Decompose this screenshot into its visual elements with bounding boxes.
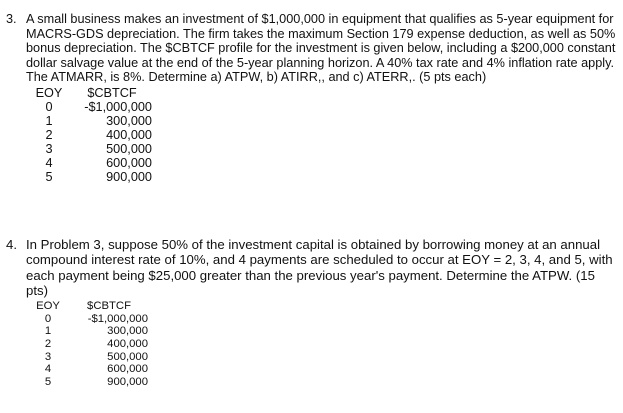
- cbtcf-cell: 300,000: [107, 325, 148, 338]
- cbtcf-cell: 900,000: [106, 169, 152, 184]
- table-row: [26, 376, 148, 389]
- table-row: [26, 128, 152, 142]
- cbtcf-cell: 600,000: [107, 363, 148, 376]
- problem-3-text: A small business makes an investment of $1,000,000 in equipment that qualifies as 5-year equipment for MACRS-GDS depreciation. The firm takes the maximum Section 179 expense deduction, as well as 50% bonus depreciation. The $CBTCF profile for the investment is given below, including a $200,000 constant dollar salvage value at the end of the 5-year planning horizon. A 40% tax rate and 4% inflation rate apply. The ATMARR, is 8%. Determine a) ATPW, b) ATIRR,, and c) ATERR,. (5 pts each): [26, 12, 616, 85]
- eoy-cell: 1: [45, 113, 53, 128]
- cbtcf-cell: 500,000: [106, 141, 152, 156]
- problem-4-cash-flow-table: [26, 300, 148, 388]
- cbtcf-cell: 500,000: [107, 350, 148, 363]
- eoy-cell: 4: [45, 155, 53, 170]
- cbtcf-cell: 400,000: [106, 127, 152, 142]
- problem-4-text: In Problem 3, suppose 50% of the investment capital is obtained by borrowing money at an annual compound interest rate of 10%, and 4 payments are scheduled to occur at EOY = 2, 3, 4, and 5, with each payment being $25,000 greater than the previous year's payment. Determine the ATPW. (15 pts): [26, 237, 613, 298]
- table-row: [26, 142, 152, 156]
- eoy-column-header: EOY: [35, 85, 63, 100]
- eoy-cell: 0: [45, 99, 53, 114]
- cbtcf-cell: 600,000: [106, 155, 152, 170]
- eoy-cell: 3: [44, 350, 52, 363]
- table-header-row: [26, 300, 148, 313]
- problem-3-statement: [6, 12, 617, 85]
- cbtcf-column-header: $CBTCF: [87, 85, 137, 100]
- cbtcf-cell: 300,000: [106, 113, 152, 128]
- cbtcf-cell: -$1,000,000: [84, 99, 152, 114]
- table-row: [26, 325, 148, 338]
- eoy-cell: 3: [45, 141, 53, 156]
- table-row: [26, 156, 152, 170]
- problem-4: [6, 237, 617, 388]
- eoy-cell: 1: [44, 325, 52, 338]
- table-row: [26, 313, 148, 326]
- eoy-cell: 2: [44, 337, 52, 350]
- eoy-cell: 5: [45, 169, 53, 184]
- table-row: [26, 170, 152, 184]
- eoy-cell: 0: [44, 312, 52, 325]
- cbtcf-cell: 400,000: [107, 337, 148, 350]
- table-row: [26, 114, 152, 128]
- table-row: [26, 338, 148, 351]
- eoy-cell: 5: [44, 375, 52, 388]
- problem-4-number: 4.: [6, 237, 17, 252]
- table-row: [26, 100, 152, 114]
- cbtcf-cell: 900,000: [107, 375, 148, 388]
- problem-3: [6, 12, 617, 184]
- table-row: [26, 363, 148, 376]
- problem-3-cash-flow-table: [26, 86, 152, 184]
- eoy-cell: 4: [44, 363, 52, 376]
- table-header-row: [26, 86, 152, 100]
- eoy-cell: 2: [45, 127, 53, 142]
- eoy-column-header: EOY: [36, 300, 60, 313]
- cbtcf-cell: -$1,000,000: [87, 312, 148, 325]
- problem-4-statement: [6, 237, 617, 298]
- problem-3-number: 3.: [6, 12, 17, 26]
- table-row: [26, 351, 148, 364]
- cbtcf-column-header: $CBTCF: [87, 300, 131, 313]
